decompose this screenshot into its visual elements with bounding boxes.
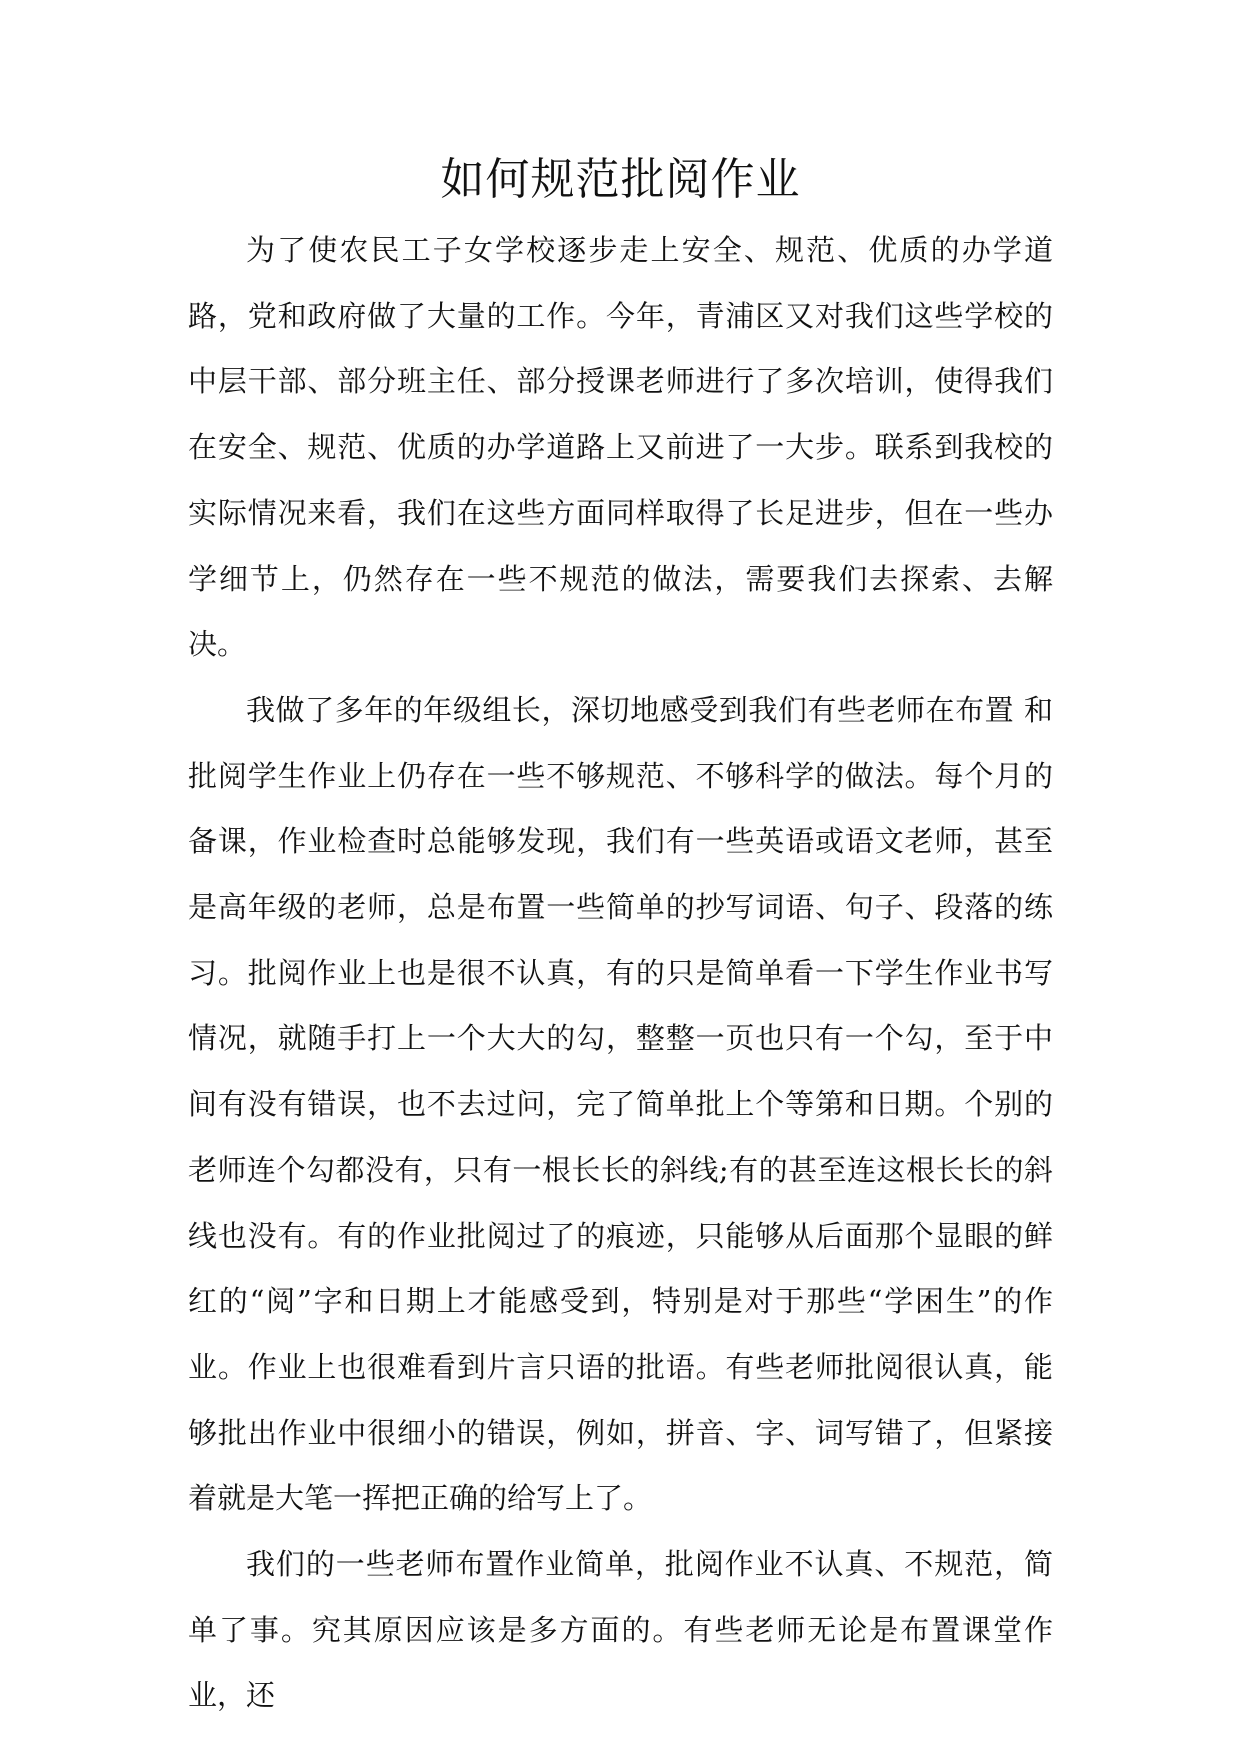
- document-body: [188, 218, 1053, 1729]
- paragraph-1: 为了使农民工子女学校逐步走上安全、规范、优质的办学道 路，党和政府做了大量的工作。今年，青浦区又对我们这些学校的中层干部、部分班主任、部分授课老师进行了多次培训，使得我们在安全、规范、优质的办学道路上又前进了一大步。联系到我校的实际情况来看，我们在这些方面同样取得了长足进步，但在一些办学细节上，仍然存在一些不规范的做法，需要我们去探索、去解决。: [188, 233, 1053, 662]
- paragraph-3: 我们的一些老师布置作业简单，批阅作业不认真、不规范，简单了事。究其原因应该是多方面的。有些老师无论是布置课堂作业，还: [188, 1547, 1053, 1713]
- paragraph-2: 我做了多年的年级组长，深切地感受到我们有些老师在布置 和批阅学生作业上仍存在一些不够规范、不够科学的做法。每个月的备课，作业检查时总能够发现，我们有一些英语或语文老师，甚至是高年级的老师，总是布置一些简单的抄写词语、句子、段落的练习。批阅作业上也是很不认真，有的只是简单看一下学生作业书写情况，就随手打上一个大大的勾，整整一页也只有一个勾，至于中间有没有错误，也不去过问，完了简单批上个等第和日期。个别的老师连个勾都没有，只有一根长长的斜线;有的甚至连这根长长的斜线也没有。有的作业批阅过了的痕迹，只能够从后面那个显眼的鲜红的“阅”字和日期上才能感受到，特别是对于那些“学困生”的作业。作业上也很难看到片言只语的批语。有些老师批阅很认真，能够批出作业中很细小的错误，例如，拼音、字、词写错了，但紧接着就是大笔一挥把正确的给写上了。: [188, 692, 1053, 1516]
- document-title: 如何规范批阅作业: [440, 154, 801, 205]
